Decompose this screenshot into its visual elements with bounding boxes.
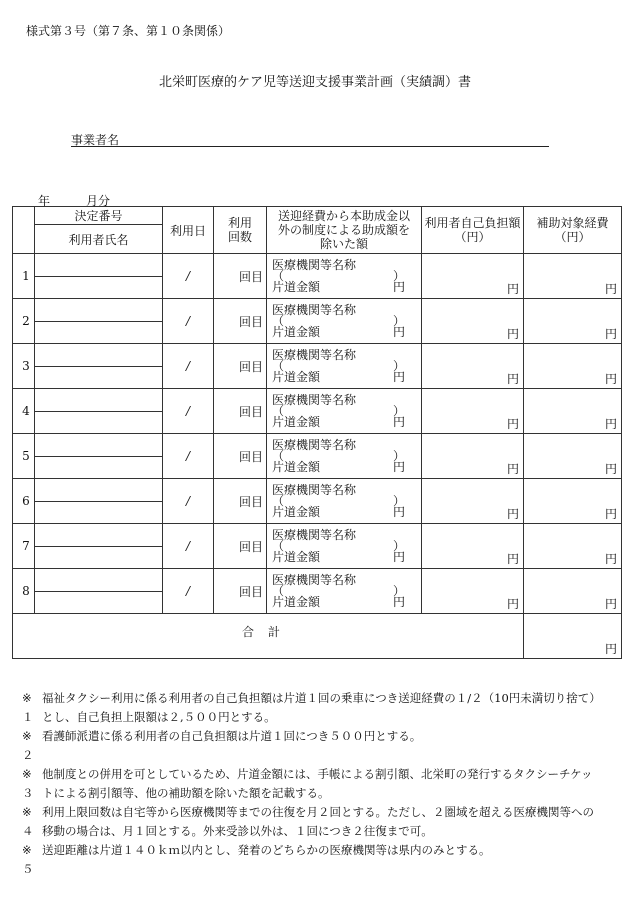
- oneway-amount-line: 片道金額 円: [272, 324, 405, 339]
- note-text: 送迎距離は片道１４０ｋｍ以内とし、発着のどちらかの医療機関等は県内のみとする。: [42, 843, 491, 857]
- use-day-cell[interactable]: [163, 344, 214, 389]
- cell-divider: [35, 366, 162, 367]
- med-name-input[interactable]: （ ）: [272, 403, 405, 418]
- oneway-amount-line: 片道金額 円: [272, 504, 405, 519]
- day-separator: /: [185, 584, 191, 598]
- med-name-input[interactable]: （ ）: [272, 493, 405, 508]
- med-name-label: 医療機関等名称: [272, 437, 357, 452]
- table-row: [13, 479, 622, 524]
- count-suffix: 回目: [238, 449, 263, 464]
- day-separator: /: [185, 314, 191, 328]
- day-separator: /: [185, 449, 191, 463]
- row-number: 7: [13, 524, 35, 569]
- cell-divider: [35, 501, 162, 502]
- med-name-label: 医療機関等名称: [272, 392, 357, 407]
- year-label: 年: [38, 194, 51, 208]
- oneway-amount-line: 片道金額 円: [272, 594, 405, 609]
- business-name-label: 事業者名: [71, 133, 120, 147]
- day-separator: /: [185, 269, 191, 283]
- note-item: [22, 765, 602, 803]
- use-count-cell[interactable]: [214, 389, 267, 434]
- header-cost: 送迎経費から本助成金以外の制度による助成額を除いた額: [267, 207, 422, 254]
- note-item: [22, 803, 602, 841]
- self-burden-cell[interactable]: [422, 254, 524, 299]
- row-number: 6: [13, 479, 35, 524]
- header-self-burden: 利用者自己負担額（円）: [422, 207, 524, 254]
- yen-unit: 円: [506, 372, 519, 386]
- medical-institution-cell[interactable]: [267, 254, 422, 299]
- header-blank: [13, 207, 35, 254]
- oneway-amount-line: 片道金額 円: [272, 459, 405, 474]
- page-title: 北栄町医療的ケア児等送迎支援事業計画（実績調）書: [158, 75, 471, 90]
- yen-unit: 円: [604, 597, 617, 611]
- use-count-cell[interactable]: [214, 299, 267, 344]
- med-name-label: 医療機関等名称: [272, 302, 357, 317]
- oneway-amount-line: 片道金額 円: [272, 414, 405, 429]
- row-number: 4: [13, 389, 35, 434]
- self-burden-cell[interactable]: [422, 569, 524, 614]
- table-row: [13, 299, 622, 344]
- day-separator: /: [185, 404, 191, 418]
- cell-divider: [35, 276, 162, 277]
- subsidy-cell[interactable]: [524, 299, 622, 344]
- yen-unit: 円: [604, 417, 617, 431]
- row-number: 1: [13, 254, 35, 299]
- self-burden-cell[interactable]: [422, 434, 524, 479]
- decision-no-and-user-name-cell[interactable]: [35, 569, 163, 614]
- medical-institution-cell[interactable]: [267, 389, 422, 434]
- subsidy-cell[interactable]: [524, 569, 622, 614]
- header-use-count: 利用回数: [214, 207, 267, 254]
- self-burden-cell[interactable]: [422, 299, 524, 344]
- count-suffix: 回目: [238, 584, 263, 599]
- medical-institution-cell[interactable]: [267, 524, 422, 569]
- day-separator: /: [185, 539, 191, 553]
- plan-table: [12, 206, 622, 659]
- row-number: 5: [13, 434, 35, 479]
- subsidy-cell[interactable]: [524, 479, 622, 524]
- subsidy-cell[interactable]: [524, 254, 622, 299]
- note-text: 他制度との併用を可としているため、片道金額には、手帳による割引額、北栄町の発行するタクシーチケットによる割引額等、他の補助額を除いた額を記載する。: [42, 767, 593, 800]
- use-count-cell[interactable]: [214, 479, 267, 524]
- use-day-cell[interactable]: [163, 479, 214, 524]
- decision-no-and-user-name-cell[interactable]: [35, 299, 163, 344]
- header-user-name: 利用者氏名: [35, 225, 163, 254]
- self-burden-cell[interactable]: [422, 389, 524, 434]
- table-row: [13, 344, 622, 389]
- row-number: 8: [13, 569, 35, 614]
- yen-unit: 円: [506, 417, 519, 431]
- count-suffix: 回目: [238, 494, 263, 509]
- cell-divider: [35, 411, 162, 412]
- yen-unit: 円: [604, 642, 617, 656]
- table-row: [13, 569, 622, 614]
- day-separator: /: [185, 359, 191, 373]
- table-row: [13, 389, 622, 434]
- use-day-cell[interactable]: [163, 524, 214, 569]
- use-count-cell[interactable]: [214, 434, 267, 479]
- use-count-cell[interactable]: [214, 524, 267, 569]
- medical-institution-cell[interactable]: [267, 299, 422, 344]
- oneway-amount-line: 片道金額 円: [272, 279, 405, 294]
- day-separator: /: [185, 494, 191, 508]
- decision-no-and-user-name-cell[interactable]: [35, 434, 163, 479]
- med-name-input[interactable]: （ ）: [272, 448, 405, 463]
- use-count-cell[interactable]: [214, 254, 267, 299]
- note-text: 看護師派遣に係る利用者の自己負担額は片道１回につき５００円とする。: [42, 729, 422, 743]
- count-suffix: 回目: [238, 269, 263, 284]
- use-day-cell[interactable]: [163, 569, 214, 614]
- yen-unit: 円: [604, 462, 617, 476]
- yen-unit: 円: [506, 552, 519, 566]
- note-item: [22, 689, 602, 727]
- cell-divider: [35, 456, 162, 457]
- med-name-input[interactable]: （ ）: [272, 268, 405, 283]
- use-day-cell[interactable]: [163, 389, 214, 434]
- med-name-label: 医療機関等名称: [272, 527, 357, 542]
- medical-institution-cell[interactable]: [267, 569, 422, 614]
- yen-unit: 円: [506, 462, 519, 476]
- note-item: [22, 841, 602, 879]
- header-decision-no: 決定番号: [35, 207, 163, 225]
- note-mark: ※１: [22, 691, 34, 724]
- table-row: [13, 254, 622, 299]
- header-subsidy: 補助対象経費（円）: [524, 207, 622, 254]
- self-burden-cell[interactable]: [422, 344, 524, 389]
- med-name-input[interactable]: （ ）: [272, 358, 405, 373]
- subsidy-cell[interactable]: [524, 524, 622, 569]
- med-name-label: 医療機関等名称: [272, 257, 357, 272]
- total-label: 合計: [13, 614, 524, 659]
- decision-no-and-user-name-cell[interactable]: [35, 344, 163, 389]
- count-suffix: 回目: [238, 314, 263, 329]
- self-burden-cell[interactable]: [422, 479, 524, 524]
- yen-unit: 円: [604, 282, 617, 296]
- yen-unit: 円: [506, 597, 519, 611]
- self-burden-cell[interactable]: [422, 524, 524, 569]
- yen-unit: 円: [604, 507, 617, 521]
- med-name-label: 医療機関等名称: [272, 572, 357, 587]
- subsidy-cell[interactable]: [524, 389, 622, 434]
- med-name-label: 医療機関等名称: [272, 347, 357, 362]
- count-suffix: 回目: [238, 539, 263, 554]
- med-name-input[interactable]: （ ）: [272, 313, 405, 328]
- yen-unit: 円: [506, 507, 519, 521]
- count-suffix: 回目: [238, 404, 263, 419]
- row-number: 2: [13, 299, 35, 344]
- cell-divider: [35, 591, 162, 592]
- oneway-amount-line: 片道金額 円: [272, 549, 405, 564]
- use-day-cell[interactable]: [163, 254, 214, 299]
- med-name-input[interactable]: （ ）: [272, 538, 405, 553]
- note-mark: ※４: [22, 805, 34, 838]
- decision-no-and-user-name-cell[interactable]: [35, 389, 163, 434]
- month-label: 月分: [86, 194, 111, 208]
- use-day-cell[interactable]: [163, 299, 214, 344]
- use-day-cell[interactable]: [163, 434, 214, 479]
- note-item: [22, 727, 602, 765]
- medical-institution-cell[interactable]: [267, 479, 422, 524]
- row-number: 3: [13, 344, 35, 389]
- subsidy-cell[interactable]: [524, 434, 622, 479]
- count-suffix: 回目: [238, 359, 263, 374]
- subsidy-cell[interactable]: [524, 344, 622, 389]
- note-text: 利用上限回数は自宅等から医療機関等までの往復を月２回とする。ただし、２圏域を超える医療機関等への移動の場合は、月１回とする。外来受診以外は、１回につき２往復まで可。: [42, 805, 594, 838]
- yen-unit: 円: [604, 372, 617, 386]
- med-name-label: 医療機関等名称: [272, 482, 357, 497]
- cell-divider: [35, 321, 162, 322]
- note-mark: ※２: [22, 729, 34, 762]
- header-use-day: 利用日: [163, 207, 214, 254]
- business-name-field[interactable]: [71, 131, 549, 147]
- note-mark: ※５: [22, 843, 34, 876]
- oneway-amount-line: 片道金額 円: [272, 369, 405, 384]
- cell-divider: [35, 546, 162, 547]
- decision-no-and-user-name-cell[interactable]: [35, 254, 163, 299]
- note-text: 福祉タクシー利用に係る利用者の自己負担額は片道１回の乗車につき送迎経費の１/２（10円未満切り捨て）とし、自己負担上限額は２,５００円とする。: [42, 691, 601, 724]
- yen-unit: 円: [506, 282, 519, 296]
- decision-no-and-user-name-cell[interactable]: [35, 479, 163, 524]
- decision-no-and-user-name-cell[interactable]: [35, 524, 163, 569]
- use-count-cell[interactable]: [214, 344, 267, 389]
- notes-section: [22, 689, 602, 879]
- table-row: [13, 434, 622, 479]
- total-subsidy-cell[interactable]: [524, 614, 622, 659]
- form-number: 様式第３号（第７条、第１０条関係）: [26, 24, 231, 38]
- note-mark: ※３: [22, 767, 34, 800]
- table-row: [13, 524, 622, 569]
- medical-institution-cell[interactable]: [267, 434, 422, 479]
- yen-unit: 円: [506, 327, 519, 341]
- yen-unit: 円: [604, 552, 617, 566]
- med-name-input[interactable]: （ ）: [272, 583, 405, 598]
- medical-institution-cell[interactable]: [267, 344, 422, 389]
- use-count-cell[interactable]: [214, 569, 267, 614]
- yen-unit: 円: [604, 327, 617, 341]
